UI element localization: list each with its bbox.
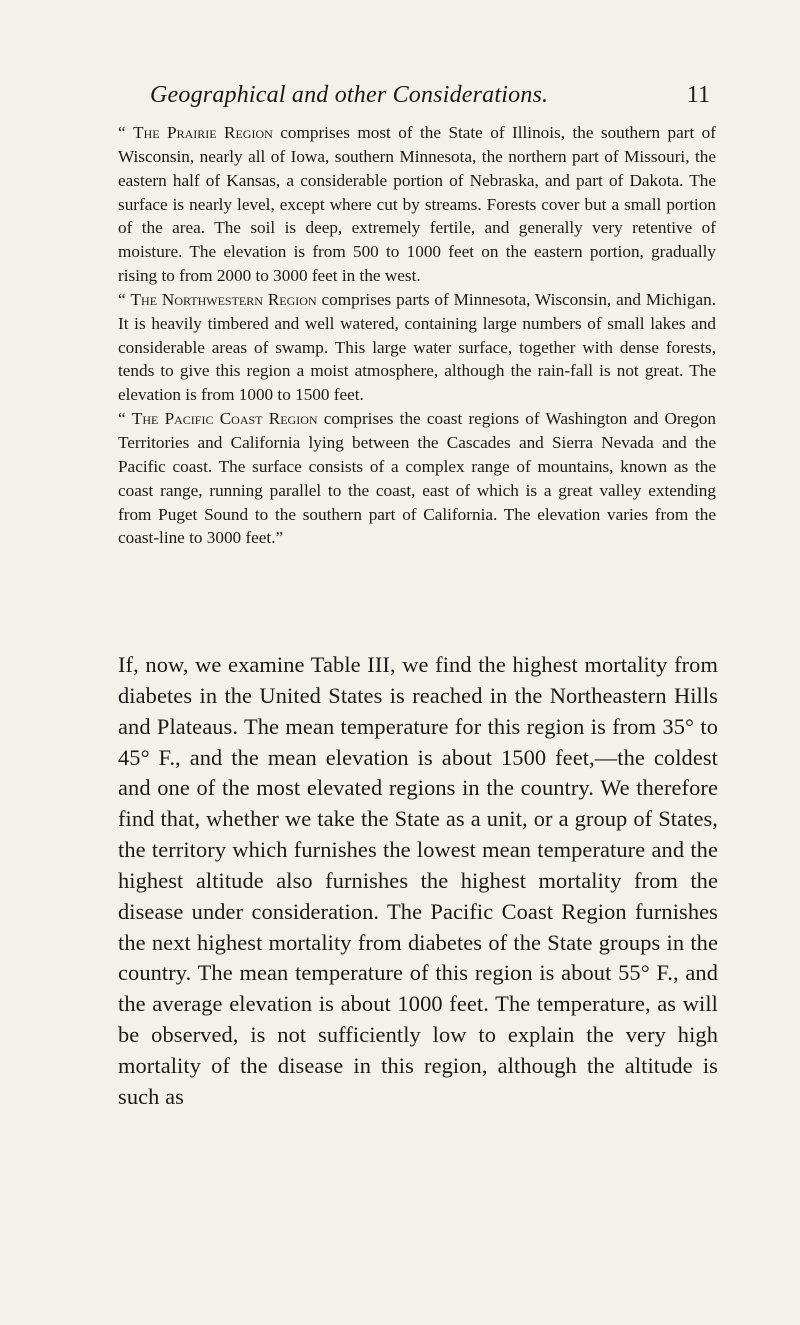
body-paragraph: If, now, we examine Table III, we find the highest mortality from diabetes in the United States is reached in the Northeastern Hills and Plateaus. The mean temperature for this region is from 35° to 45° F., and the mean elevation is about 1500 feet,—the coldest and one of the most elevated regions in the country. We therefore find that, whether we take the State as a unit, or a group of States, the territory which furnishes the lowest mean temperature and the highest altitude also furnishes the highest mortality from the disease under consideration. The Pacific Coast Region furnishes the next highest mortality from diabetes of the State groups in the country. The mean temperature of this region is about 55° F., and the average elevation is about 1000 feet. The temperature, as will be observed, is not sufficiently low to explain the very high mortality of the disease in this region, although the altitude is such as — [118, 652, 718, 1109]
prairie-region-heading: The Prairie Region — [133, 123, 273, 142]
northwestern-region-text: comprises parts of Minnesota, Wisconsin, and Michigan. It is heavily timbered and well watered, containing large numbers of small lakes and considerable areas of swamp. This large water surface, together with dense forests, tends to give this region a moist atmosphere, although the rain-fall is not great. The elevation is from 1000 to 1500 feet. — [118, 289, 716, 405]
northwestern-region-paragraph — [118, 288, 716, 407]
northwestern-region-heading: The Northwestern Region — [130, 289, 317, 309]
page-number: 11 — [686, 82, 710, 108]
running-title: Geographical and other Considerations. — [150, 82, 549, 108]
pacific-coast-region-text: comprises the coast regions of Washington and Oregon Territories and California lying between the Cascades and Sierra Nevada and the Pacific coast. The surface consists of a complex range of mountains, known as the coast range, running parallel to the coast, east of which is a great valley extending from Puget Sound to the southern part of California. The elevation varies from the coast-line to 3000 feet.” — [118, 409, 716, 548]
quoted-region-descriptions — [118, 121, 716, 550]
pacific-coast-region-paragraph — [118, 407, 716, 550]
prairie-region-text: comprises most of the State of Illinois, the southern part of Wisconsin, nearly all of Iowa, southern Minnesota, the northern part of Missouri, the eastern half of Kansas, a considerable portion of Nebraska, and part of Dakota. The surface is nearly level, except where cut by streams. Forests cover but a small portion of the area. The soil is deep, extremely fertile, and generally very retentive of moisture. The elevation is from 500 to 1000 feet on the eastern portion, gradually rising to from 2000 to 3000 feet in the west. — [118, 123, 717, 286]
open-quote: “ — [118, 289, 131, 309]
pacific-coast-region-heading: The Pacific Coast Region — [131, 409, 318, 429]
running-head — [150, 82, 710, 112]
open-quote: “ — [118, 123, 134, 142]
body-text — [118, 650, 718, 1113]
prairie-region-paragraph — [118, 121, 716, 288]
open-quote: “ — [118, 409, 132, 429]
